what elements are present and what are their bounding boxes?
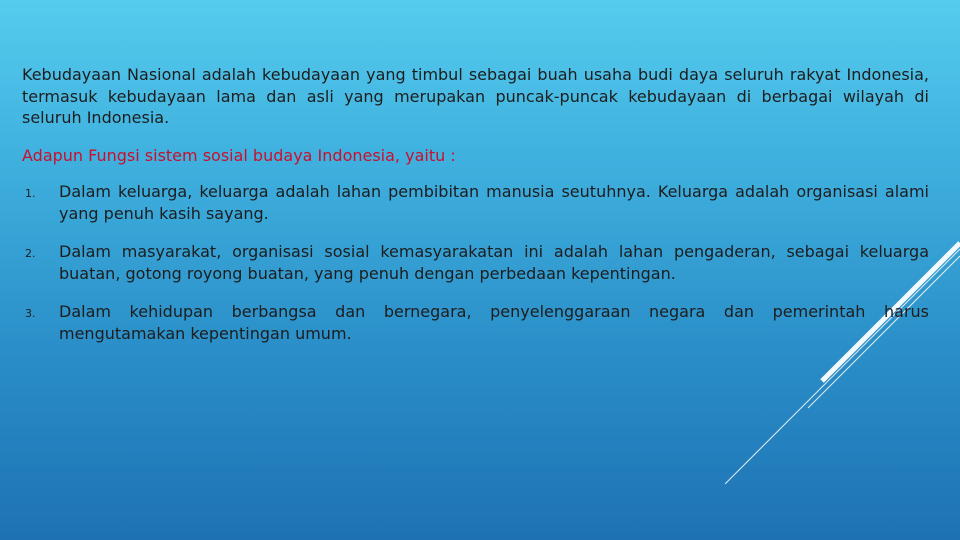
list-number: 3. (25, 307, 36, 320)
list-item-text: Dalam kehidupan berbangsa dan bernegara, penyelenggaraan negara dan pemerintah harus mengutamakan kepentingan umum. (59, 302, 929, 343)
intro-paragraph: Kebudayaan Nasional adalah kebudayaan yang timbul sebagai buah usaha budi daya seluruh rakyat Indonesia, termasuk kebudayaan lama dan asli yang merupakan puncak-puncak kebudayaan di berbagai wilayah di seluruh Indonesia. (22, 65, 929, 127)
list-item (22, 301, 929, 344)
list-number: 2. (25, 247, 36, 260)
slide-content (22, 64, 929, 361)
section-heading: Adapun Fungsi sistem sosial budaya Indonesia, yaitu : (22, 145, 456, 165)
list-item-text: Dalam masyarakat, organisasi sosial kemasyarakatan ini adalah lahan pengaderan, sebagai keluarga buatan, gotong royong buatan, yang penuh dengan perbedaan kepentingan. (59, 242, 929, 283)
list-item (22, 181, 929, 224)
list-item (22, 241, 929, 284)
list-number: 1. (25, 187, 36, 200)
function-list (22, 181, 929, 344)
list-item-text: Dalam keluarga, keluarga adalah lahan pembibitan manusia seutuhnya. Keluarga adalah organisasi alami yang penuh kasih sayang. (59, 182, 929, 223)
